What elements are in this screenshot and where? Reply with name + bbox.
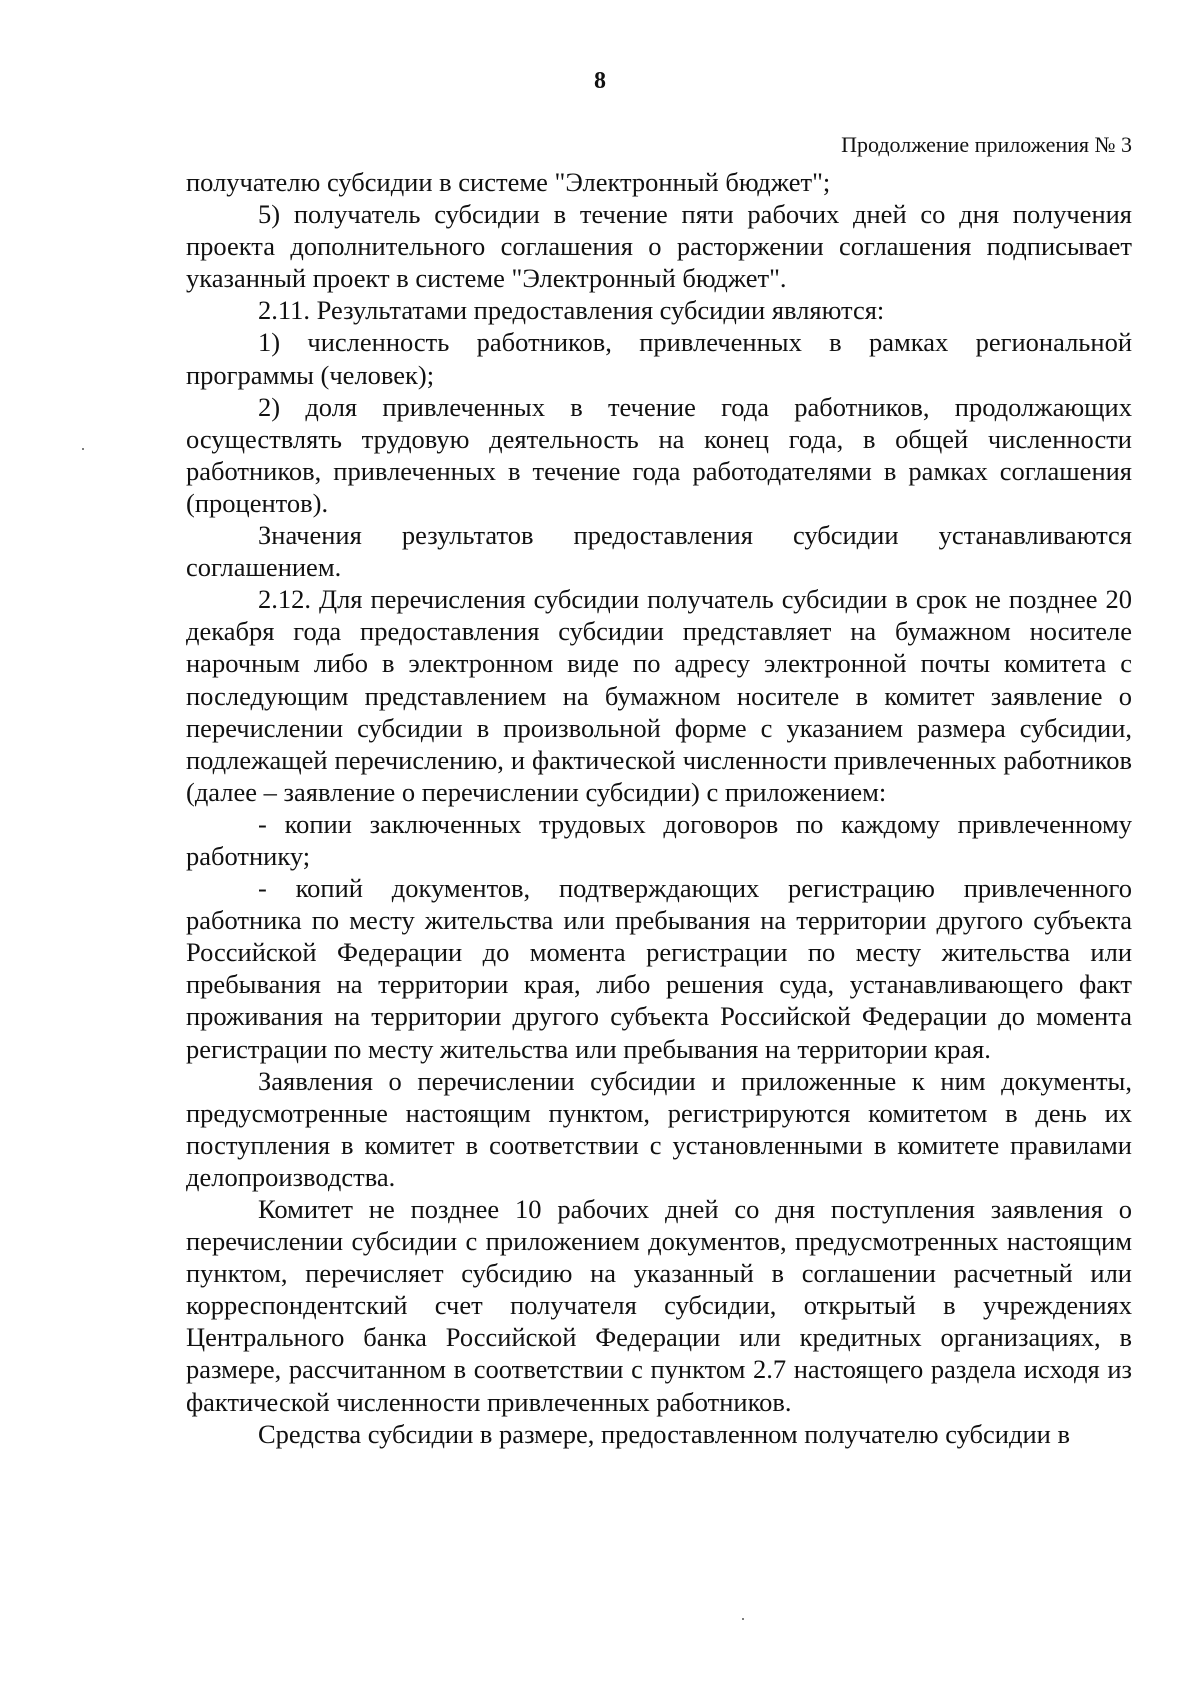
- paragraph: получателю субсидии в системе "Электронный бюджет";: [186, 167, 831, 197]
- page-number: 8: [594, 68, 606, 94]
- paragraph: 2.12. Для перечисления субсидии получатель субсидии в срок не позднее 20 декабря года предоставления субсидии представляет на бумажном носителе нарочным либо в электронном виде по адресу электронной почты комитета с последующим представлением на бумажном носителе в комитет заявление о перечислении субсидии в произвольной форме с указанием размера субсидии, подлежащей перечислению, и фактической численности привлеченных работников (далее – заявление о перечислении субсидии) с приложением:: [186, 584, 1132, 807]
- paragraph: Значения результатов предоставления субсидии устанавливаются соглашением.: [186, 520, 1132, 583]
- paragraph: 1) численность работников, привлеченных в рамках региональной программы (человек);: [186, 327, 1132, 390]
- paragraph: Средства субсидии в размере, предоставленном получателю субсидии в: [258, 1418, 1070, 1449]
- paragraph: - копии заключенных трудовых договоров по каждому привлеченному работнику;: [186, 808, 1132, 871]
- paragraph: 5) получатель субсидии в течение пяти рабочих дней со дня получения проекта дополнительного соглашения о расторжении соглашения подписывает указанный проект в системе "Электронный бюджет".: [186, 199, 1132, 294]
- paragraph: 2) доля привлеченных в течение года работников, продолжающих осуществлять трудовую деятельность на конец года, в общей численности работников, привлеченных в течение года работодателями в рамках соглашения (процентов).: [186, 391, 1132, 518]
- paragraph: - копий документов, подтверждающих регистрацию привлеченного работника по месту жительства или пребывания на территории другого субъекта Российской Федерации до момента регистрации по месту жительства или пребывания на территории края, либо решения суда, устанавливающего факт проживания на территории другого субъекта Российской Федерации до момента регистрации по месту жительства или пребывания на территории края.: [186, 873, 1132, 1064]
- document-body: [186, 166, 1132, 1450]
- paragraph: 2.11. Результатами предоставления субсидии являются:: [258, 295, 885, 326]
- paragraph: Комитет не позднее 10 рабочих дней со дня поступления заявления о перечислении субсидии с приложением документов, предусмотренных настоящим пунктом, перечисляет субсидию на указанный в соглашении расчетный или корреспондентский счет получателя субсидии, открытый в учреждениях Центрального банка Российской Федерации или кредитных организациях, в размере, рассчитанном в соответствии с пунктом 2.7 настоящего раздела исходя из фактической численности привлеченных работников.: [186, 1194, 1132, 1417]
- scan-speck: [82, 448, 84, 450]
- header-note: Продолжение приложения № 3: [841, 132, 1132, 157]
- scan-speck: [742, 1618, 744, 1620]
- paragraph: Заявления о перечислении субсидии и приложенные к ним документы, предусмотренные настоящим пунктом, регистрируются комитетом в день их поступления в комитет в соответствии с установленными в комитете правилами делопроизводства.: [186, 1065, 1132, 1192]
